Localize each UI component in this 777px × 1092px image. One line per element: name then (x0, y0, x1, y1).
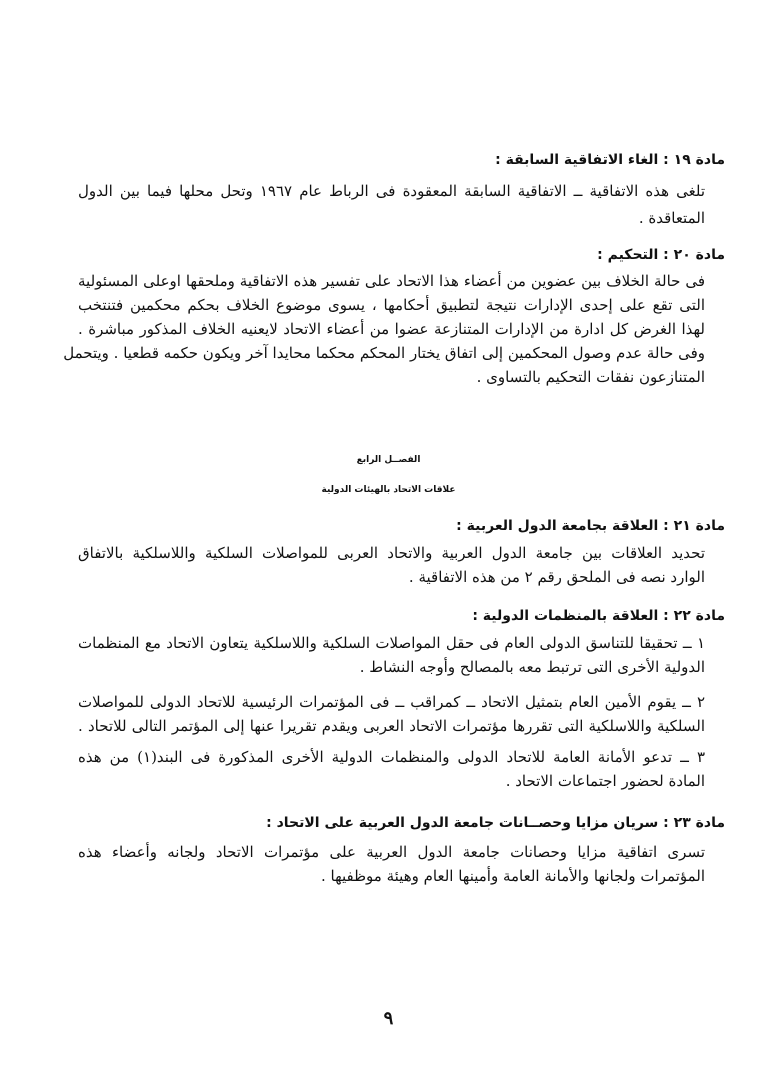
article-22-line: ٢ ــ يقوم الأمين العام بتمثيل الاتحاد ــ كمراقب ــ فى المؤتمرات الرئيسية للاتحاد الدولى للمواصلات (78, 693, 705, 711)
article-21-heading: مادة ٢١ : العلاقة بجامعة الدول العربية : (456, 518, 725, 534)
article-19-line: المتعاقدة . (638, 209, 705, 227)
article-20-line: وفى حالة عدم وصول المحكمين إلى اتفاق يختار المحكم محكما محايدا آخر ويكون حكمه قطعيا . ويتحمل (63, 344, 705, 362)
article-22-heading: مادة ٢٢ : العلاقة بالمنظمات الدولية : (472, 608, 725, 624)
article-20-line: المتنازعون نفقات التحكيم بالتساوى . (476, 368, 705, 386)
article-19-line: تلغى هذه الاتفاقية ــ الاتفاقية السابقة المعقودة فى الرباط عام ١٩٦٧ وتحل محلها فيما بين الدول (78, 182, 705, 200)
article-20-line: فى حالة الخلاف بين عضوين من أعضاء هذا الاتحاد على تفسير هذه الاتفاقية وملحقها اوعلى المسئولية (78, 272, 705, 290)
article-20-heading: مادة ٢٠ : التحكيم : (597, 247, 725, 263)
article-23-line: تسرى اتفاقية مزايا وحصانات جامعة الدول العربية على مؤتمرات الاتحاد ولجانه وأعضاء هذه (78, 843, 705, 861)
article-23-heading: مادة ٢٣ : سريان مزايا وحصــانات جامعة الدول العربية على الاتحاد : (266, 815, 725, 831)
article-21-line: تحديد العلاقات بين جامعة الدول العربية والاتحاد العربى للمواصلات السلكية واللاسلكية بالاتفاق (78, 544, 705, 562)
article-23-line: المؤتمرات ولجانها والأمانة العامة وأمينها العام وهيئة موظفيها . (320, 867, 705, 885)
article-22-line: السلكية واللاسلكية التى تقررها مؤتمرات الاتحاد العربى ويقدم تقريرا عنها إلى المؤتمر التالى للاتحاد . (78, 717, 705, 735)
chapter-title: الفصــل الرابع (356, 455, 421, 465)
article-21-line: الوارد نصه فى الملحق رقم ٢ من هذه الاتفاقية . (408, 568, 705, 586)
article-22-line: ٣ ــ تدعو الأمانة العامة للاتحاد الدولى والمنظمات الدولية الأخرى المذكورة فى البند(١) من هذه (78, 748, 705, 766)
article-22-line: المادة لحضور اجتماعات الاتحاد . (505, 772, 705, 790)
article-20-line: لهذا الغرض كل ادارة من الإدارات المتنازعة عضوا من أعضاء الاتحاد لايعنيه الخلاف المذكور مباشرة . (78, 320, 705, 338)
article-22-line: ١ ــ تحقيقا للتناسق الدولى العام فى حقل المواصلات السلكية واللاسلكية يتعاون الاتحاد مع المنظمات (78, 634, 705, 652)
article-19-heading: مادة ١٩ : الغاء الاتفاقية السابقة : (495, 152, 725, 168)
article-20-line: التى تقع على إحدى الإدارات نتيجة لتطبيق أحكامها ، يسوى موضوع الخلاف بحكم محكمين فتنتخب (78, 296, 705, 314)
page-number: ٩ (383, 1008, 394, 1029)
chapter-subtitle: علاقات الاتحاد بالهيئات الدولية (321, 485, 456, 495)
article-22-line: الدولية الأخرى التى ترتبط معه بالمصالح وأوجه النشاط . (359, 658, 705, 676)
